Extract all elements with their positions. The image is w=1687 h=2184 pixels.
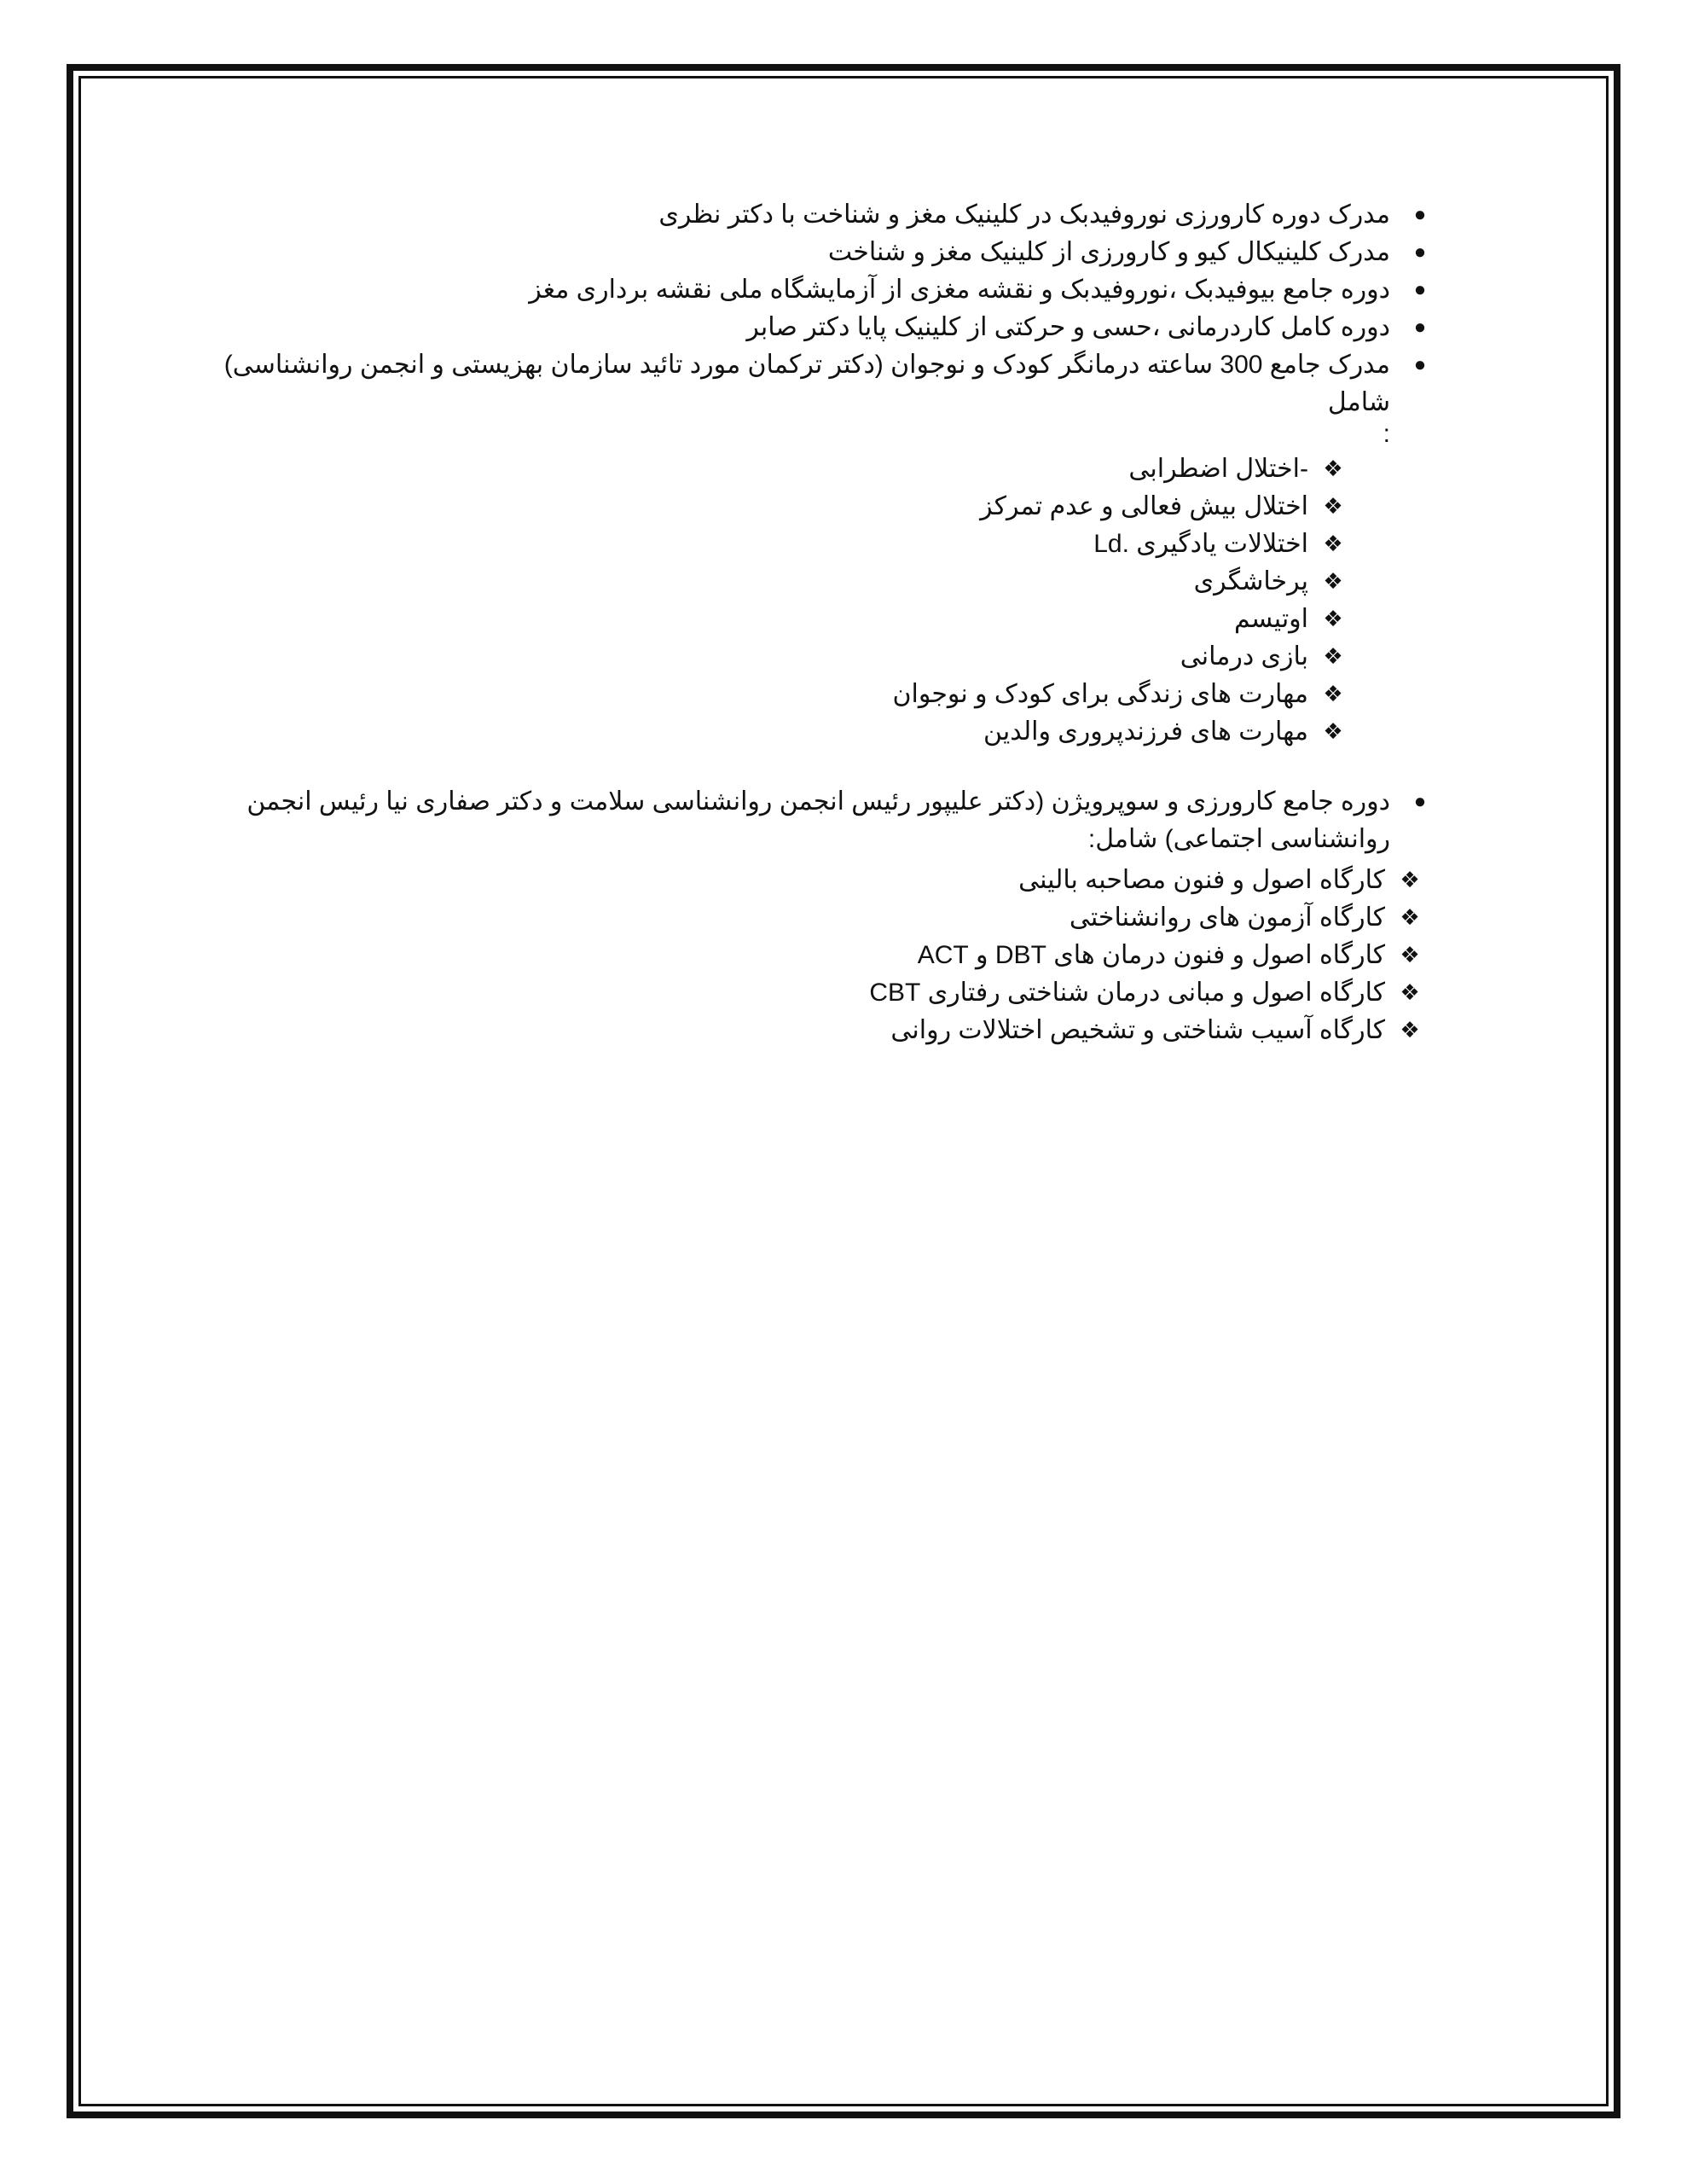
sublist-item-text: اختلال بیش فعالی و عدم تمرکز xyxy=(980,492,1308,520)
list-item xyxy=(186,309,1431,346)
sublist-item xyxy=(186,862,1431,899)
diamond-bullet-icon: ❖ xyxy=(1323,644,1343,670)
bullet-icon: ● xyxy=(1413,353,1427,376)
diamond-bullet-icon: ❖ xyxy=(1400,980,1420,1006)
sublist-item-text: پرخاشگری xyxy=(1193,567,1308,595)
sublist-item-text: مهارت های فرزندپروری والدین xyxy=(983,717,1308,746)
sublist-item xyxy=(186,563,1354,601)
list-item-text: مدرک کلینیکال کیو و کارورزی از کلینیک مغز و شناخت xyxy=(827,238,1390,266)
diamond-bullet-icon: ❖ xyxy=(1323,682,1343,707)
sublist-child-topics xyxy=(186,450,1354,751)
sublist-item-text: کارگاه آسیب شناختی و تشخیص اختلالات روانی xyxy=(890,1016,1385,1044)
bullet-icon: ● xyxy=(1413,790,1427,813)
diamond-bullet-icon: ❖ xyxy=(1323,607,1343,632)
list-item-text: دوره کامل کاردرمانی ،حسی و حرکتی از کلینیک پایا دکتر صابر xyxy=(746,313,1390,341)
list-item-text: دوره جامع بیوفیدبک ،نوروفیدبک و نقشه مغزی از آزمایشگاه ملی نقشه برداری مغز xyxy=(529,276,1390,304)
list-item xyxy=(186,196,1431,234)
sublist-item xyxy=(186,974,1431,1012)
diamond-bullet-icon: ❖ xyxy=(1323,531,1343,557)
bullet-icon: ● xyxy=(1413,203,1427,226)
sublist-item xyxy=(186,450,1354,488)
spacer xyxy=(186,751,1431,783)
diamond-bullet-icon: ❖ xyxy=(1400,868,1420,893)
bullet-icon: ● xyxy=(1413,278,1427,301)
list-item-trailing-colon: : xyxy=(1383,420,1390,448)
diamond-bullet-icon: ❖ xyxy=(1400,905,1420,931)
sublist-item xyxy=(186,526,1354,563)
list-item-text: مدرک جامع 300 ساعته درمانگر کودک و نوجوان (دکتر ترکمان مورد تائید سازمان بهزیستی و انجمن روانشناسی) شامل xyxy=(223,351,1390,416)
sublist-item xyxy=(186,601,1354,638)
diamond-bullet-icon: ❖ xyxy=(1400,943,1420,968)
list-item xyxy=(186,271,1431,309)
sublist-item-text: کارگاه آزمون های روانشناختی xyxy=(1069,903,1385,932)
diamond-bullet-icon: ❖ xyxy=(1323,494,1343,520)
sublist-item xyxy=(186,713,1354,751)
sublist-item-text: بازی درمانی xyxy=(1180,642,1308,671)
sublist-item xyxy=(186,937,1431,974)
bullet-icon: ● xyxy=(1413,316,1427,339)
document-body xyxy=(186,196,1431,1049)
sublist-item xyxy=(186,676,1354,713)
sublist-item-text: مهارت های زندگی برای کودک و نوجوان xyxy=(892,680,1308,708)
list-item-child-therapist-course xyxy=(186,346,1431,421)
list-item-text: دوره جامع کارورزی و سوپرویژن (دکتر علیپور رئیس انجمن روانشناسی سلامت و دکتر صفاری نیا رئیس انجمن روانشناسی اجتماعی) شامل: xyxy=(246,787,1390,853)
sublist-workshops xyxy=(186,862,1431,1049)
sublist-item-text: اوتیسم xyxy=(1234,605,1308,633)
sublist-item-text: کارگاه اصول و فنون درمان های DBT و ACT xyxy=(917,941,1385,969)
sublist-item-text: کارگاه اصول و مبانی درمان شناختی رفتاری CBT xyxy=(869,979,1385,1007)
list-item xyxy=(186,234,1431,271)
sublist-item xyxy=(186,899,1431,937)
diamond-bullet-icon: ❖ xyxy=(1400,1018,1420,1043)
sublist-item xyxy=(186,638,1354,676)
sublist-item xyxy=(186,488,1354,526)
bullet-icon: ● xyxy=(1413,241,1427,264)
diamond-bullet-icon: ❖ xyxy=(1323,719,1343,745)
list-item-supervision-course xyxy=(186,783,1431,858)
sublist-item xyxy=(186,1012,1431,1049)
sublist-item-text: -اختلال اضطرابی xyxy=(1128,455,1308,483)
diamond-bullet-icon: ❖ xyxy=(1323,569,1343,595)
list-item-text: مدرک دوره کارورزی نوروفیدبک در کلینیک مغز و شناخت با دکتر نظری xyxy=(658,200,1390,229)
sublist-item-text: اختلالات یادگیری .Ld xyxy=(1093,530,1308,558)
diamond-bullet-icon: ❖ xyxy=(1323,456,1343,482)
sublist-item-text: کارگاه اصول و فنون مصاحبه بالینی xyxy=(1018,866,1385,894)
